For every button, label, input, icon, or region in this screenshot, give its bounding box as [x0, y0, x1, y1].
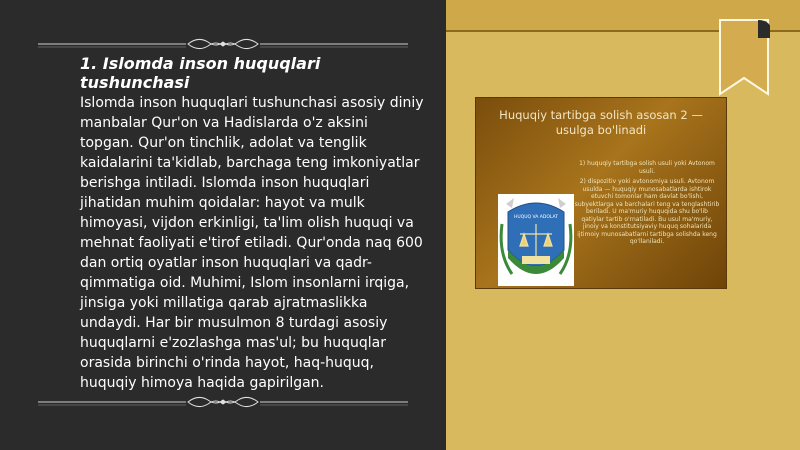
- justice-emblem-icon: [498, 194, 574, 286]
- top-ornament-divider: [38, 34, 408, 54]
- slide-title-line-1: Huquqiy tartibga solish asosan 2 —: [499, 108, 703, 122]
- slide-image: [475, 97, 727, 289]
- bottom-ornament-divider: [38, 392, 408, 412]
- slide-title-line-2: usulga bo'linadi: [555, 123, 647, 137]
- slide-title: [476, 108, 726, 138]
- slide-list-item: 2) dispozitiv yoki avtonomiya usuli. Avtonom usulda — huquqiy munosabatlarda ishtirok etuvchi tomonlar ham davlat bo'lishi, subyektlarga va barchalari teng va tenglashtirib beriladi. U ma'muriy huquqida shu bo'lib qatiylar tartib o'rnatiladi. Bu usul ma'muriy, jinoiy va konstitutsiyaviy huquq sohalarida ijtimoiy munosabatlarni tartibga solishda keng qo'llaniladi.: [574, 178, 720, 245]
- slide-list-item: 1) huquqiy tartibga solish usuli yoki Avtonom usuli.: [579, 160, 715, 175]
- body-paragraph: Islomda inson huquqlari tushunchasi asosiy diniy manbalar Qur'on va Hadislarda o'z aksini topgan. Qur'on tinchlik, adolat va tenglik kaidalarini ta'kidlab, barchaga teng imkoniyatlar berishga intiladi. Islomda inson huquqlari jihatidan muhim qoidalar: hayot va mulk himoyasi, vijdon erkinligi, ta'lim olish huquqi va mehnat faoliyati e'tirof etiladi. Qur'onda naq 600 dan ortiq oyatlar inson huquqlari va qadr-qimmatiga oid. Muhimi, Islom insonlarni irqiga, jinsiga yoki millatiga qarab ajratmaslikka undaydi. Har bir musulmon 8 turdagi asosiy huquqlarni e'zozlashga mas'ul; bu huquqlar orasida birinchi o'rinda hayot, haq-huquq, huquqiy himoya haqida gapirilgan.: [80, 95, 424, 391]
- section-heading: [80, 54, 400, 92]
- emblem-text: HUQUQ VA ADOLAT: [514, 215, 558, 220]
- heading-line-2: tushunchasi: [80, 73, 190, 92]
- slide-list: [574, 160, 720, 249]
- heading-line-1: 1. Islomda inson huquqlari: [80, 54, 321, 73]
- bookmark-icon: [718, 18, 770, 98]
